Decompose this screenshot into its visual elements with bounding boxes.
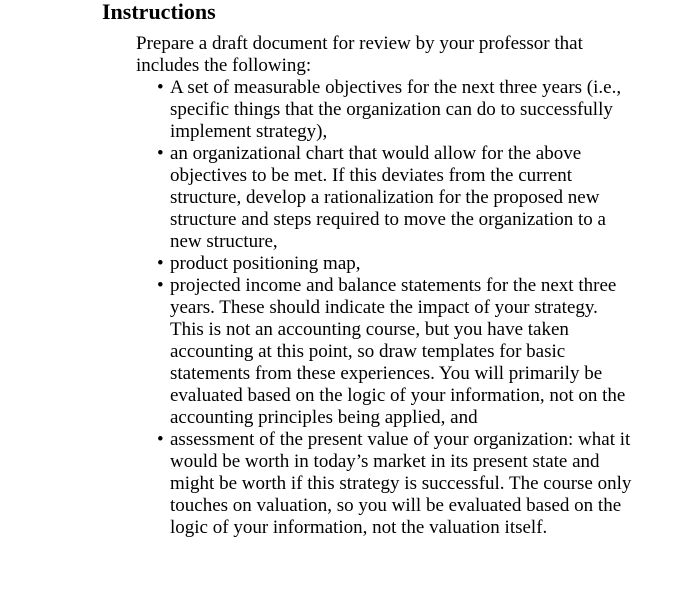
intro-paragraph: Prepare a draft document for review by your professor that includes the following: xyxy=(136,33,583,76)
list-item xyxy=(146,429,636,539)
list-item xyxy=(146,275,636,429)
bullet-icon: • xyxy=(157,275,164,296)
list-item xyxy=(146,253,636,275)
bullet-icon: • xyxy=(157,143,164,164)
list-item-text: product positioning map, xyxy=(170,253,361,274)
list-item-text: an organizational chart that would allow for the above objectives to be met. If this deviates from the current structure, develop a rationalization for the proposed new structure and steps required to move the organization to a new structure, xyxy=(170,143,606,252)
list-item-text: assessment of the present value of your organization: what it would be worth in today’s market in its present state and might be worth if this strategy is successful. The course only touches on valuation, so you will be evaluated based on the logic of your information, not the valuation itself. xyxy=(170,429,632,538)
list-item xyxy=(146,77,636,143)
list-item-text: projected income and balance statements for the next three years. These should indicate the impact of your strategy. This is not an accounting course, but you have taken accounting at this point, so draw templates for basic statements from these experiences. You will primarily be evaluated based on the logic of your information, not on the accounting principles being applied, and xyxy=(170,275,626,428)
instructions-heading: Instructions xyxy=(102,0,216,24)
bullet-icon: • xyxy=(157,77,164,98)
requirements-list xyxy=(146,77,636,539)
list-item-text: A set of measurable objectives for the next three years (i.e., specific things that the organization can do to successfully implement strategy), xyxy=(170,77,622,142)
bullet-icon: • xyxy=(157,429,164,450)
list-item xyxy=(146,143,636,253)
bullet-icon: • xyxy=(157,253,164,274)
